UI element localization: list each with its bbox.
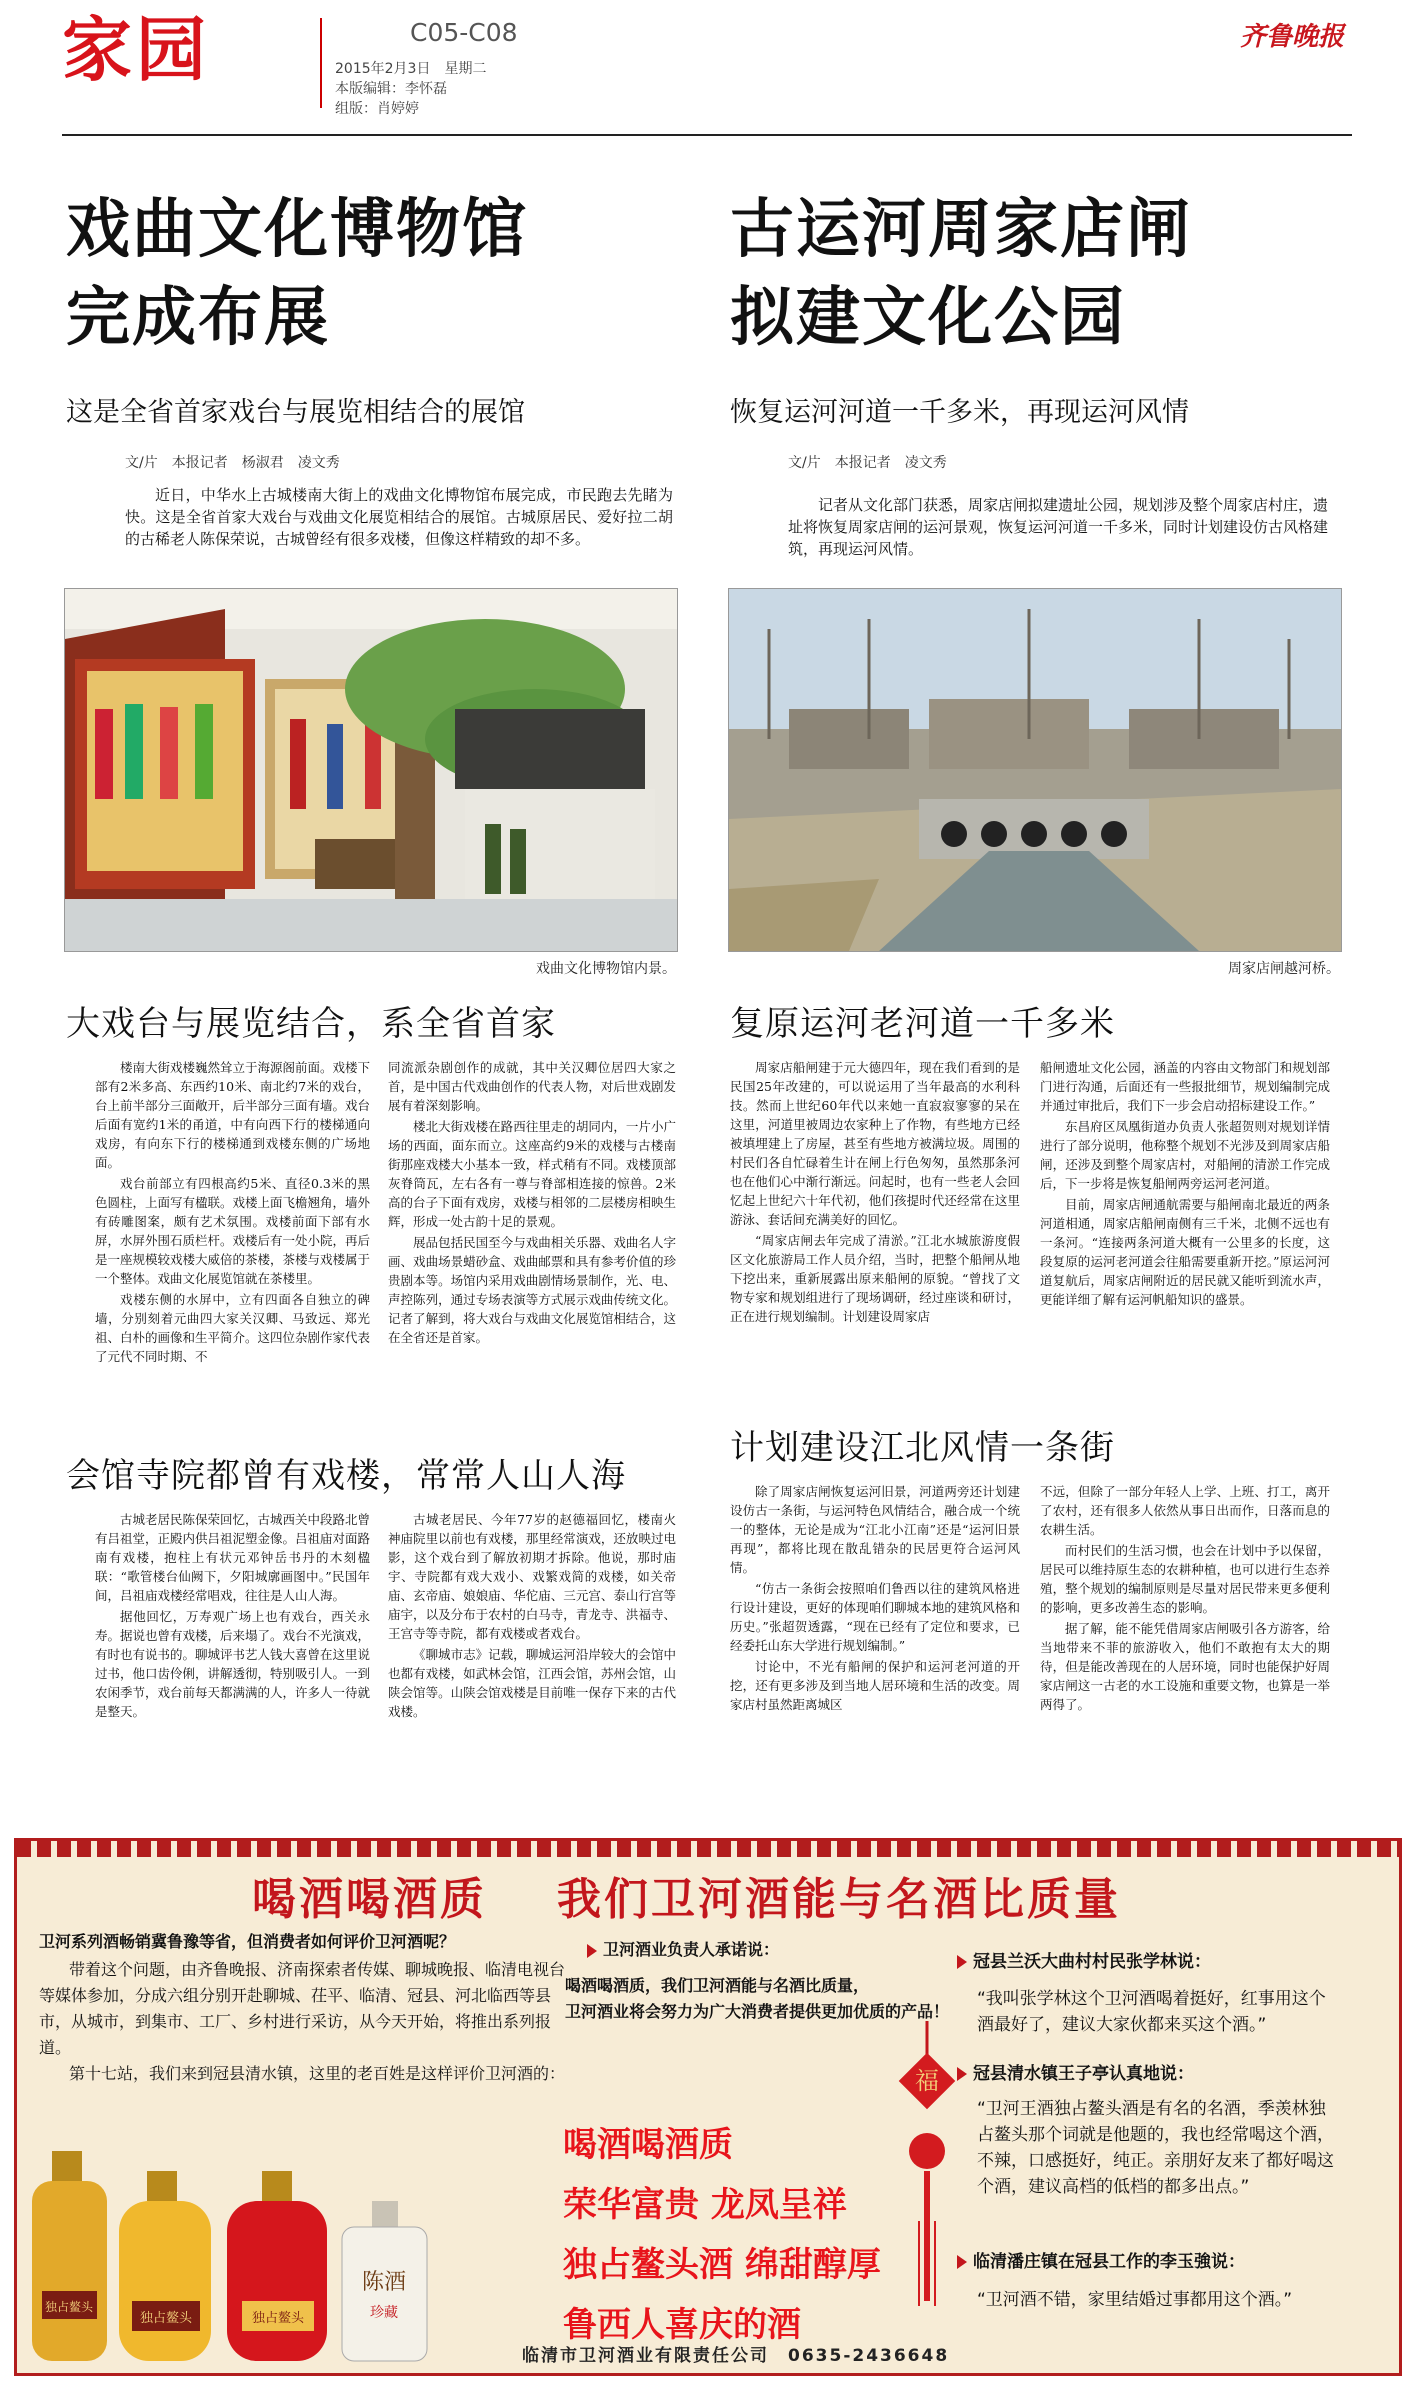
paragraph: 楼北大街戏楼在路西往里走的胡同内，一片小广场的西面，面东而立。这座高约9米的戏楼与古楼南街那座戏楼大小基本一致，样式稍有不同。戏楼顶部灰脊筒瓦，左右各有一尊与脊部相连接的惊兽。2米高的台子下面有戏房，戏楼与相邻的二层楼房相映生辉，形成一处古韵十足的景观。: [388, 1119, 676, 1229]
testimonial-1-author-text: 冠县兰沃大曲村村民张学林说：: [973, 1952, 1211, 1972]
right-section2-title: 计划建设江北风情一条街: [730, 1428, 1115, 1468]
left-section1-title: 大戏台与展览结合，系全省首家: [66, 1004, 556, 1044]
paragraph: 古城老居民、今年77岁的赵德福回忆，楼南火神庙院里以前也有戏楼，那里经常演戏，还放映过电影，这个戏台到了解放初期才拆除。他说，那时庙宇、寺院都有戏大戏小、戏繁戏简的戏楼，如关帝庙、玄帝庙、娘娘庙、华佗庙、三元宫、泰山行宫等庙宇，以及分布于农村的白马寺，青龙寺、洪福寺、王宫寺等寺院，都有戏楼或者戏台。: [388, 1512, 676, 1641]
right-headline-line2: 拟建文化公园: [730, 281, 1126, 355]
paragraph: 《聊城市志》记载，聊城运河沿岸较大的会馆中也都有戏楼，如武林会馆，江西会馆，苏州会馆，山陕会馆等。山陕会馆戏楼是目前唯一保存下来的古代戏楼。: [388, 1647, 676, 1719]
section-title: 家园: [62, 9, 210, 91]
left-section1-col1: [95, 1058, 370, 1368]
right-byline: 文/片 本报记者 凌文秀: [788, 455, 947, 471]
bottle-label: 独占鳌头: [251, 2311, 305, 2326]
left-section1-col2: [388, 1058, 676, 1349]
bottle-4: [342, 2201, 427, 2361]
left-subheadline: 这是全省首家戏台与展览相结合的展馆: [66, 397, 525, 428]
testimonial-1-quote: “我叫张学林这个卫河酒喝着挺好，红事用这个酒最好了，建议大家伙都来买这个酒。”: [977, 1989, 1326, 2035]
paragraph: 楼南大街戏楼巍然耸立于海源阁前面。戏楼下部有2米多高、东西约10米、南北约7米的戏台，台上前半部分三面敞开，后半部分三面有墙。戏台后面有宽约1米的甬道，中有向西下行的楼梯通向戏房，有向东下行的楼梯通到戏楼东侧的广场地面。: [95, 1060, 371, 1170]
page-range: C05-C08: [410, 18, 518, 47]
paragraph: 戏台前部立有四根高约5米、直径0.3米的黑色圆柱，上面写有楹联。戏楼上面飞檐翘角，墙外有砖雕图案，颇有艺术氛围。戏楼前面下部有水屏，水屏外围石质栏杆。戏楼后有一处小院，再后是一座规模较戏楼大威倍的茶楼，茶楼与戏楼属于一个整体。戏曲文化展览馆就在茶楼里。: [95, 1176, 371, 1286]
testimonial-2-author: [957, 2059, 1194, 2084]
museum-photo-illustration: [65, 589, 677, 951]
right-photo-caption: 周家店闸越河桥。: [1228, 961, 1340, 977]
ad-footer: 临清市卫河酒业有限责任公司 0635-2436648: [522, 2346, 950, 2366]
ad-border-pattern: [17, 1841, 1399, 1857]
triangle-bullet-icon: [587, 1944, 597, 1958]
ad-pledge-title: [587, 1937, 779, 1963]
bottle-3: [227, 2171, 327, 2361]
left-headline-line1: 戏曲文化博物馆: [66, 193, 528, 267]
ad-intro2: 第十七站，我们来到冠县清水镇，这里的老百姓是这样评价卫河酒的：: [69, 2064, 566, 2083]
ad-title-left: 喝酒喝酒质: [252, 1874, 487, 1925]
layout-credit: 组版：肖婷婷: [335, 101, 419, 117]
paragraph: 周家店船闸建于元大德四年，现在我们看到的是民国25年改建的，可以说运用了当年最高的水利科技。然而上世纪60年代以来她一直寂寂寥寥的呆在这里，河道里被周边农家种上了作物，有些地方已经被填埋建上了房屋，甚至有些地方被满垃圾。周围的村民们各自忙碌着生计在闸上行色匆匆，虽然那条河也在他们心中渐行渐远。问起时，也有一些老人会回忆起上世纪六十年代初，他们孩提时代还经常在这里游泳、套话间充满美好的回忆。: [730, 1060, 1020, 1227]
triangle-bullet-icon: [957, 2067, 967, 2081]
paragraph: 据了解，能不能凭借周家店闸吸引各方游客，给当地带来不菲的旅游收入，他们不敢抱有太大的期待，但是能改善现在的人居环境，同时也能保护好周家店闸这一古老的水工设施和重要文物，也算是一举两得了。: [1040, 1621, 1330, 1712]
left-headline: [66, 186, 706, 362]
ad-pledge-title-text: 卫河酒业负责人承诺说：: [603, 1940, 780, 1959]
bottle-1: [32, 2151, 107, 2361]
ad-slogan-3: 独占鳌头酒 绵甜醇厚: [563, 2245, 881, 2285]
paragraph: 讨论中，不光有船闸的保护和运河老河道的开挖，还有更多涉及到当地人居环境和生活的改变。周家店村虽然距离城区: [730, 1659, 1020, 1712]
issue-date: 2015年2月3日 星期二: [335, 61, 487, 77]
left-section2-title: 会馆寺院都曾有戏楼，常常人山人海: [66, 1456, 626, 1496]
paragraph: 船闸遗址文化公园，涵盖的内容由文物部门和规划部门进行沟通，后面还有一些报批细节，规划编制完成并通过审批后，我们下一步会启动招标建设工作。”: [1040, 1060, 1330, 1113]
testimonial-3-quote: “卫河酒不错，家里结婚过事都用这个酒。”: [977, 2290, 1293, 2310]
newspaper-logo: 齐鲁晚报: [1240, 22, 1345, 52]
fu-character: 福: [915, 2067, 939, 2095]
right-headline-line1: 古运河周家店闸: [730, 193, 1192, 267]
masthead-rule: [62, 134, 1352, 136]
liquor-advertisement: [14, 1838, 1402, 2376]
right-section2-col1: [730, 1482, 1020, 1716]
ad-pledge-line1: 喝酒喝酒质，我们卫河酒能与名酒比质量，: [565, 1976, 870, 1995]
right-subheadline: 恢复运河河道一千多米，再现运河风情: [730, 397, 1189, 428]
paragraph: 目前，周家店闸通航需要与船闸南北最近的两条河道相通，周家店船闸南侧有三千米，北侧不远也有一条河。“连接两条河道大概有一公里多的长度，这段复原的运河老河道会往船需要重新开挖。”原运河河道复航后，周家店闸附近的居民就又能听到流水声，更能详细了解有运河帆船知识的盛景。: [1040, 1197, 1330, 1307]
testimonial-2-author-text: 冠县清水镇王子亭认真地说：: [973, 2064, 1194, 2084]
ad-question: 卫河系列酒畅销冀鲁豫等省，但消费者如何评价卫河酒呢？: [39, 1932, 456, 1951]
bottle-sublabel: 珍藏: [370, 2305, 398, 2321]
bottle-label: 独占鳌头: [44, 2300, 94, 2314]
paragraph: 不远，但除了一部分年轻人上学、上班、打工，离开了农村，还有很多人依然从事日出而作，日落而息的农耕生活。: [1040, 1484, 1330, 1537]
right-lead: 记者从文化部门获悉，周家店闸拟建遗址公园，规划涉及整个周家店村庄，遗址将恢复周家店闸的运河景观，恢复运河河道一千多米，同时计划建设仿古风格建筑，再现运河风情。: [788, 496, 1329, 558]
paragraph: “仿古一条街会按照咱们鲁西以往的建筑风格进行设计建设，更好的体现咱们聊城本地的建筑风格和历史。”张超贺透露，“现在已经有了定位和要求，已经委托山东大学进行规划编制。”: [730, 1581, 1020, 1653]
left-byline: 文/片 本报记者 杨淑君 凌文秀: [125, 455, 340, 471]
chinese-knot-icon: [897, 2021, 957, 2311]
ad-intro: 带着这个问题，由齐鲁晚报、济南探索者传媒、聊城晚报、临清电视台等媒体参加，分成六组分别开赴聊城、茌平、临清、冠县、河北临西等县市，从城市，到集市、工厂、乡村进行采访，从今天开始，将推出系列报道。: [39, 1960, 566, 2057]
bottle-label: 陈酒: [361, 2270, 407, 2295]
bottle-label: 独占鳌头: [139, 2311, 193, 2326]
testimonial-3-author: [957, 2247, 1245, 2272]
left-lead: 近日，中华水上古城楼南大街上的戏曲文化博物馆布展完成，市民跑去先睹为快。这是全省首家大戏台与戏曲文化展览相结合的展馆。古城原居民、爱好拉二胡的古稀老人陈保荣说，古城曾经有很多戏楼，但像这样精致的却不多。: [125, 486, 673, 548]
liquor-bottles: [27, 2141, 527, 2369]
paragraph: 而村民们的生活习惯，也会在计划中予以保留，居民可以维持原生态的农耕种植，也可以进行生态养殖，整个规划的编制原则是尽量对居民带来更多便利的影响，更多改善生态的影响。: [1040, 1543, 1330, 1615]
right-section1-title: 复原运河老河道一千多米: [730, 1004, 1115, 1044]
canal-photo-illustration: [729, 589, 1341, 951]
right-section1-col2: [1040, 1058, 1330, 1311]
paragraph: 戏楼东侧的水屏中，立有四面各自独立的碑墙，分别刻着元曲四大家关汉卿、马致远、郑光祖、白朴的画像和生平简介。这四位杂剧作家代表了元代不同时期、不: [95, 1292, 371, 1364]
left-section2-col1: [95, 1510, 370, 1723]
paragraph: 东昌府区凤凰街道办负责人张超贺则对规划详情进行了部分说明，他称整个规划不光涉及到周家店船闸，还涉及到整个周家店村，对船闸的清淤工作完成后，下一步将是恢复船闸两旁运河老河道。: [1040, 1119, 1330, 1191]
paragraph: 古城老居民陈保荣回忆，古城西关中段路北曾有吕祖堂，正殿内供吕祖泥塑金像。吕祖庙对面路南有戏楼，抱柱上有状元邓钟岳书丹的木刻楹联：“歌管楼台仙阙下，夕阳城廓画图中。”民国年间，吕祖庙戏楼经常唱戏，往往是人山人海。: [95, 1512, 371, 1603]
testimonial-3-author-text: 临清潘庄镇在冠县工作的李玉強说：: [973, 2252, 1245, 2272]
right-section2-col2: [1040, 1482, 1330, 1716]
left-photo-caption: 戏曲文化博物馆内景。: [536, 961, 676, 977]
triangle-bullet-icon: [957, 1955, 967, 1969]
ad-pledge-line2: 卫河酒业将会努力为广大消费者提供更加优质的产品！: [565, 2002, 950, 2021]
ad-slogan-1: 喝酒喝酒质: [563, 2125, 733, 2165]
triangle-bullet-icon: [957, 2255, 967, 2269]
paragraph: 除了周家店闸恢复运河旧景，河道两旁还计划建设仿古一条街，与运河特色风情结合，融合成一个统一的整体，无论是成为“江北小江南”还是“运河旧景再现”，都将比现在散乱错杂的民居更符合运河风情。: [730, 1484, 1020, 1575]
right-section1-col1: [730, 1058, 1020, 1328]
testimonial-2-quote: “卫河王酒独占鳌头酒是有名的名酒，季羡林独占鳌头那个词就是他题的，我也经常喝这个酒，不辣，口感挺好，纯正。亲朋好友来了都好喝这个酒，建议高档的低档的都多出点。”: [977, 2099, 1334, 2197]
bottle-2: [119, 2171, 211, 2361]
right-headline: [730, 186, 1370, 362]
ad-slogan-4: 鲁西人喜庆的酒: [563, 2305, 801, 2345]
masthead-divider: [320, 18, 322, 108]
paragraph: 展品包括民国至今与戏曲相关乐器、戏曲名人字画、戏曲场景蜡砂盒、戏曲邮票和具有参考价值的珍贵剧本等。场馆内采用戏曲剧情场景制作，光、电、声控陈列，通过专场表演等方式展示戏曲传统文化。记者了解到，将大戏台与戏曲文化展览馆相结合，这在全省还是首家。: [388, 1235, 676, 1345]
left-headline-line2: 完成布展: [66, 281, 330, 355]
museum-photo: [64, 588, 678, 952]
paragraph: 据他回忆，万寿观广场上也有戏台，西关永寿。据说也曾有戏楼，后来塌了。戏台不光演戏，有时也有说书的。聊城评书艺人钱大喜曾在这里说过书，他口齿伶俐，讲解透彻，特别吸引人。一到农闲季节，戏台前每天都满满的人，许多人一待就是整天。: [95, 1609, 371, 1719]
ad-slogan-2: 荣华富贵 龙凤呈祥: [563, 2185, 847, 2225]
canal-photo: [728, 588, 1342, 952]
left-section2-col2: [388, 1510, 676, 1723]
ad-title-right: 我们卫河酒能与名酒比质量: [557, 1874, 1121, 1925]
editor-credit: 本版编辑：李怀磊: [335, 81, 447, 97]
testimonial-1-author: [957, 1947, 1211, 1972]
paragraph: 同流派杂剧创作的成就，其中关汉卿位居四大家之首，是中国古代戏曲创作的代表人物，对后世戏剧发展有着深刻影响。: [388, 1060, 676, 1113]
paragraph: “周家店闸去年完成了清淤。”江北水城旅游度假区文化旅游局工作人员介绍，当时，把整个船闸从地下挖出来，重新展露出原来船闸的原貌。“曾找了文物专家和规划组进行了现场调研，经过座谈和研讨，正在进行规划编制。计划建设周家店: [730, 1233, 1020, 1324]
